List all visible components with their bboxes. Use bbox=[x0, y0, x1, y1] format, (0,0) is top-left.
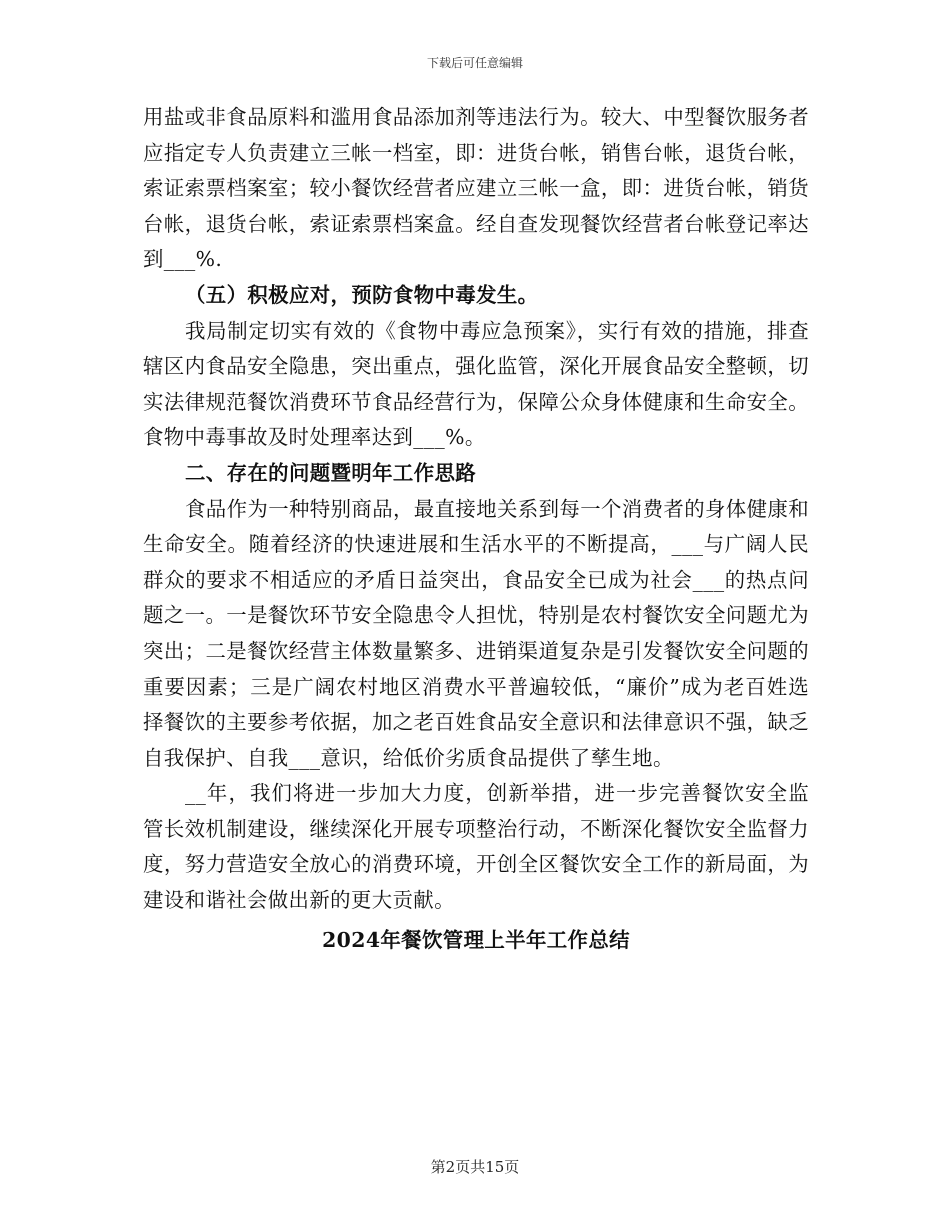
document-body bbox=[143, 100, 809, 958]
paragraph-next-year-plans: __年，我们将进一步加大力度，创新举措，进一步完善餐饮安全监管长效机制建设，继续深化开展专项整治行动，不断深化餐饮安全监督力度，努力营造安全放心的消费环境，开创全区餐饮安全工作的新局面，为建设和谐社会做出新的更大贡献。 bbox=[143, 781, 809, 913]
paragraph-emergency-plan: 我局制定切实有效的《食物中毒应急预案》，实行有效的措施，排查辖区内食品安全隐患，突出重点，强化监管，深化开展食品安全整顿，切实法律规范餐饮消费环节食品经营行为，保障公众身体健康和生命安全。食物中毒事故及时处理率达到___%。 bbox=[143, 318, 809, 450]
paragraph-existing-problems: 食品作为一种特别商品，最直接地关系到每一个消费者的身体健康和生命安全。随着经济的快速进展和生活水平的不断提高，___与广阔人民群众的要求不相适应的矛盾日益突出，食品安全已成为社会___的热点问题之一。一是餐饮环节安全隐患令人担忧，特别是农村餐饮安全问题尤为突出；二是餐饮经营主体数量繁多、进销渠道复杂是引发餐饮安全问题的重要因素；三是广阔农村地区消费水平普遍较低，“廉价”成为老百姓选择餐饮的主要参考依据，加之老百姓食品安全意识和法律意识不强，缺乏自我保护、自我___意识，给低价劣质食品提供了孳生地。 bbox=[143, 496, 809, 770]
paragraph-ledger-requirements: 用盐或非食品原料和滥用食品添加剂等违法行为。较大、中型餐饮服务者应指定专人负责建立三帐一档室，即：进货台帐，销售台帐，退货台帐，索证索票档案室；较小餐饮经营者应建立三帐一盒，即：进货台帐，销货台帐，退货台帐，索证索票档案盒。经自查发现餐饮经营者台帐登记率达到___%. bbox=[143, 105, 809, 272]
document-title: 2024年餐饮管理上半年工作总结 bbox=[322, 927, 630, 952]
page-number: 第2页共15页 bbox=[430, 1158, 520, 1176]
section-heading-problems-and-plans: 二、存在的问题暨明年工作思路 bbox=[185, 460, 477, 485]
section-heading-food-poisoning: （五）积极应对，预防食物中毒发生。 bbox=[185, 282, 539, 307]
page-header-note: 下载后可任意编辑 bbox=[426, 56, 523, 70]
